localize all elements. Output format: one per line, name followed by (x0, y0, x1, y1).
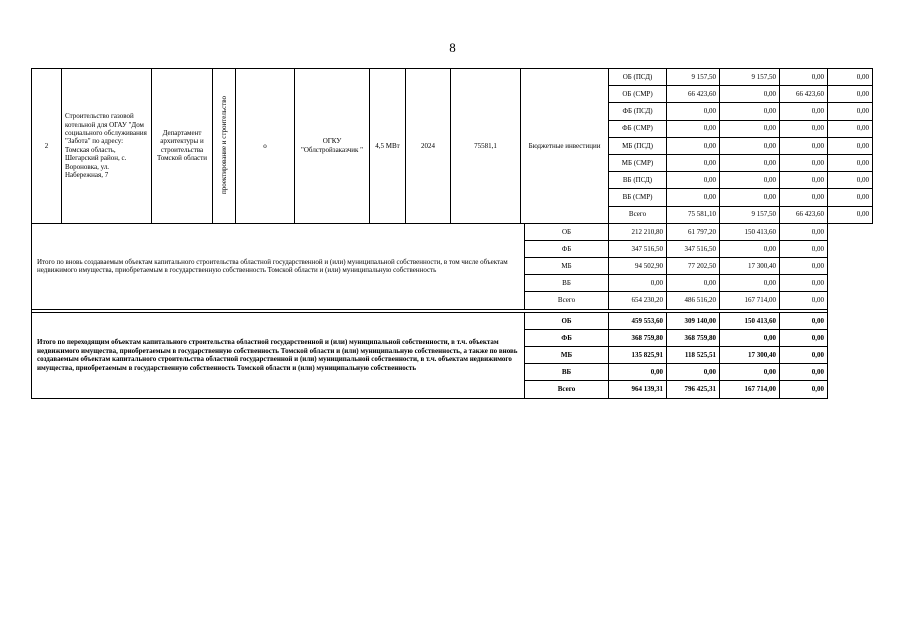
investment-table (31, 68, 873, 399)
amount-cell: 0,00 (780, 275, 828, 292)
amount-cell: 150 413,60 (720, 312, 780, 329)
amount-cell: 0,00 (828, 154, 873, 171)
fund-code-cell: МБ (525, 258, 609, 275)
fund-code-cell: Всего (525, 292, 609, 309)
amount-cell: 9 157,50 (720, 69, 780, 86)
amount-cell: 0,00 (720, 275, 780, 292)
fund-code-cell: ВБ (525, 364, 609, 381)
amount-cell: 66 423,60 (780, 86, 828, 103)
stage-label: проектирование и строительство (219, 95, 228, 194)
fund-code-cell: ФБ (СМР) (609, 120, 667, 137)
fund-code-cell: ОБ (ПСД) (609, 69, 667, 86)
amount-cell: 0,00 (780, 137, 828, 154)
amount-cell: 0,00 (828, 69, 873, 86)
year-cell: 2024 (406, 69, 451, 224)
amount-cell: 118 525,51 (667, 347, 720, 364)
amount-cell: 0,00 (720, 137, 780, 154)
amount-cell: 0,00 (828, 206, 873, 223)
amount-cell: 61 797,20 (667, 223, 720, 240)
amount-cell: 347 516,50 (609, 240, 667, 257)
amount-cell: 0,00 (720, 103, 780, 120)
customer-cell: ОГКУ "Облстройзаказчик " (295, 69, 370, 224)
amount-cell: 0,00 (780, 347, 828, 364)
amount-cell: 0,00 (828, 137, 873, 154)
amount-cell: 0,00 (667, 275, 720, 292)
mark-cell: о (236, 69, 295, 224)
amount-cell: 0,00 (780, 120, 828, 137)
amount-cell: 0,00 (828, 172, 873, 189)
amount-cell: 0,00 (667, 364, 720, 381)
amount-cell: 0,00 (780, 189, 828, 206)
table-row (32, 223, 873, 240)
amount-cell: 0,00 (667, 172, 720, 189)
row-number-cell: 2 (32, 69, 62, 224)
fund-code-cell: ОБ (СМР) (609, 86, 667, 103)
amount-cell: 0,00 (780, 312, 828, 329)
object-name-cell: Строительство газовой котельной для ОГАУ "Дом социального обслуживания "Забота" по адресу: Томская область, Шегарский район, с. Вороновка, ул. Набережная, 7 (62, 69, 152, 224)
amount-cell: 0,00 (667, 103, 720, 120)
amount-cell: 94 502,90 (609, 258, 667, 275)
amount-cell: 486 516,20 (667, 292, 720, 309)
investment-type-cell: Бюджетные инвестиции (521, 69, 609, 224)
amount-cell: 0,00 (828, 120, 873, 137)
summary-label-cell: Итого по вновь создаваемым объектам капитального строительства областной государственной и (или) муниципальной собственности, в том числе объектам недвижимого имущества, приобретаемым в государственную собственность Томской области и (или) муниципальную собственность (32, 223, 525, 309)
fund-code-cell: ВБ (525, 275, 609, 292)
amount-cell: 0,00 (720, 189, 780, 206)
fund-code-cell: МБ (СМР) (609, 154, 667, 171)
table-row (32, 312, 873, 329)
amount-cell: 368 759,80 (609, 329, 667, 346)
table-row (32, 69, 873, 86)
amount-cell: 0,00 (780, 258, 828, 275)
amount-cell: 0,00 (780, 381, 828, 398)
amount-cell: 459 553,60 (609, 312, 667, 329)
fund-code-cell: ФБ (525, 240, 609, 257)
amount-cell: 0,00 (780, 154, 828, 171)
amount-cell: 167 714,00 (720, 381, 780, 398)
fund-code-cell: ОБ (525, 223, 609, 240)
fund-code-cell: ФБ (525, 329, 609, 346)
fund-code-cell: ФБ (ПСД) (609, 103, 667, 120)
amount-cell: 167 714,00 (720, 292, 780, 309)
fund-code-cell: МБ (ПСД) (609, 137, 667, 154)
amount-cell: 77 202,50 (667, 258, 720, 275)
amount-cell: 0,00 (780, 329, 828, 346)
amount-cell: 0,00 (609, 275, 667, 292)
amount-cell: 75 581,10 (667, 206, 720, 223)
fund-code-cell: Всего (525, 381, 609, 398)
amount-cell: 368 759,80 (667, 329, 720, 346)
fund-code-cell: МБ (525, 347, 609, 364)
amount-cell: 0,00 (720, 154, 780, 171)
amount-cell: 17 300,40 (720, 258, 780, 275)
amount-cell: 17 300,40 (720, 347, 780, 364)
amount-cell: 0,00 (609, 364, 667, 381)
amount-cell: 0,00 (780, 69, 828, 86)
amount-cell: 0,00 (780, 223, 828, 240)
department-cell: Департамент архитектуры и строительства Томской области (152, 69, 213, 224)
amount-cell: 964 139,31 (609, 381, 667, 398)
amount-cell: 0,00 (720, 86, 780, 103)
amount-cell: 0,00 (780, 364, 828, 381)
amount-cell: 0,00 (667, 189, 720, 206)
amount-cell: 0,00 (720, 364, 780, 381)
amount-cell: 150 413,60 (720, 223, 780, 240)
amount-cell: 0,00 (828, 189, 873, 206)
capacity-cell: 4,5 МВт (370, 69, 406, 224)
amount-cell: 0,00 (828, 103, 873, 120)
fund-code-cell: ВБ (ПСД) (609, 172, 667, 189)
amount-cell: 0,00 (780, 292, 828, 309)
amount-cell: 0,00 (780, 172, 828, 189)
amount-cell: 0,00 (780, 103, 828, 120)
fund-code-cell: Всего (609, 206, 667, 223)
summary-label-cell: Итого по переходящим объектам капитального строительства областной государственной и (или) муниципальной собственности, в т.ч. объектам недвижимого имущества, приобретаемым в государственную собственность Томской области и (или) муниципальную собственность, а также по вновь создаваемым объектам капитального строительства областной государственной и (или) муниципальной собственности, в т.ч. объектам недвижимого имущества, приобретаемым в государственную собственность Томской области и (или) муниципальную собственность (32, 312, 525, 398)
amount-cell: 654 230,20 (609, 292, 667, 309)
amount-cell: 0,00 (828, 86, 873, 103)
amount-cell: 66 423,60 (780, 206, 828, 223)
amount-cell: 9 157,50 (667, 69, 720, 86)
amount-cell: 0,00 (720, 329, 780, 346)
fund-code-cell: ВБ (СМР) (609, 189, 667, 206)
amount-cell: 66 423,60 (667, 86, 720, 103)
amount-cell: 0,00 (667, 154, 720, 171)
amount-cell: 212 210,80 (609, 223, 667, 240)
amount-cell: 135 825,91 (609, 347, 667, 364)
amount-cell: 0,00 (720, 172, 780, 189)
amount-cell: 0,00 (780, 240, 828, 257)
stage-cell (213, 69, 236, 224)
amount-cell: 0,00 (720, 240, 780, 257)
amount-cell: 0,00 (720, 120, 780, 137)
amount-cell: 0,00 (667, 120, 720, 137)
amount-cell: 9 157,50 (720, 206, 780, 223)
page-number: 8 (449, 40, 456, 55)
amount-cell: 796 425,31 (667, 381, 720, 398)
amount-cell: 347 516,50 (667, 240, 720, 257)
amount-cell: 309 140,00 (667, 312, 720, 329)
amount-cell: 0,00 (667, 137, 720, 154)
cost-cell: 75581,1 (451, 69, 521, 224)
fund-code-cell: ОБ (525, 312, 609, 329)
